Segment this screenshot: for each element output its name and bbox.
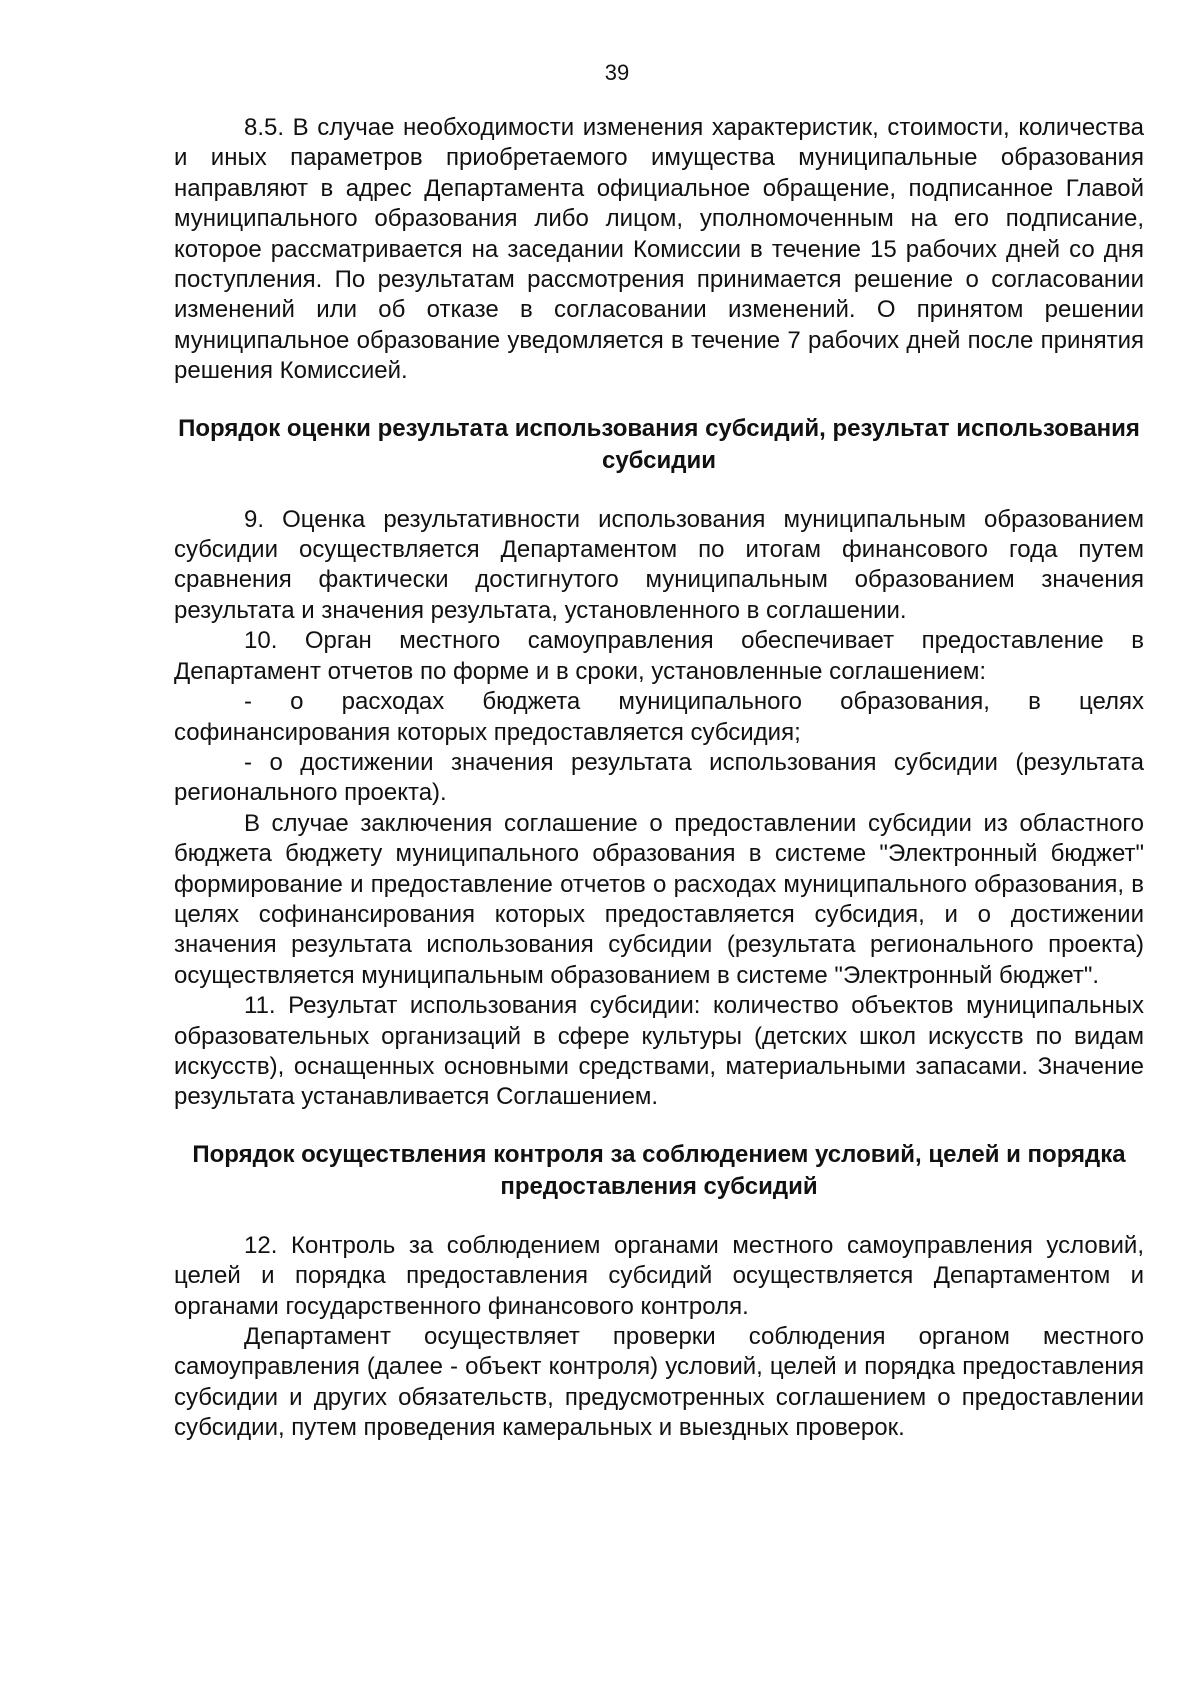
paragraph-10-bullet-2: - о достижении значения результата использования субсидии (результата регионального проекта).	[174, 748, 1144, 807]
section-heading-evaluation: Порядок оценки результата использования субсидий, результат использования субсидии	[178, 414, 1140, 474]
paragraph-11: 11. Результат использования субсидии: количество объектов муниципальных образовательных организаций в сфере культуры (детских школ искусств по видам искусств), оснащенных основными средствами, материальными запасами. Значение результата устанавливается Соглашением.	[174, 992, 1144, 1111]
paragraph-12-inspections: Департамент осуществляет проверки соблюдения органом местного самоуправления (далее - объект контроля) условий, целей и порядка предоставления субсидии и других обязательств, предусмотренных соглашением о предоставлении субсидии, путем проведения камеральных и выездных проверок.	[174, 1323, 1144, 1442]
document-body	[174, 113, 1144, 1444]
page-number: 39	[604, 60, 630, 85]
spacer	[174, 477, 1144, 505]
paragraph-10-bullet-1: - о расходах бюджета муниципального образования, в целях софинансирования которых предоставляется субсидия;	[174, 688, 1144, 746]
spacer	[174, 1113, 1144, 1139]
spacer	[174, 1203, 1144, 1231]
paragraph-10: 10. Орган местного самоуправления обеспечивает предоставление в Департамент отчетов по форме и в сроки, установленные соглашением:	[174, 627, 1144, 685]
paragraph-12: 12. Контроль за соблюдением органами местного самоуправления условий, целей и порядка предоставления субсидий осуществляется Департаментом и органами государственного финансового контроля.	[174, 1231, 1144, 1320]
paragraph-8-5: 8.5. В случае необходимости изменения характеристик, стоимости, количества и иных параметров приобретаемого имущества муниципальные образования направляют в адрес Департамента официальное обращение, подписанное Главой муниципального образования либо лицом, уполномоченным на его подписание, которое рассматривается на заседании Комиссии в течение 15 рабочих дней со дня поступления. По результатам рассмотрения принимается решение о согласовании изменений или об отказе в согласовании изменений. О принятом решении муниципальное образование уведомляется в течение 7 рабочих дней после принятия решения Комиссией.	[174, 114, 1144, 385]
section-heading-control: Порядок осуществления контроля за соблюдением условий, целей и порядка предоставления субсидий	[192, 1140, 1126, 1200]
spacer	[174, 387, 1144, 413]
paragraph-9: 9. Оценка результативности использования муниципальным образованием субсидии осуществляется Департаментом по итогам финансового года путем сравнения фактически достигнутого муниципальным образованием значения результата и значения результата, установленного в соглашении.	[174, 505, 1144, 624]
paragraph-10-electronic-budget: В случае заключения соглашение о предоставлении субсидии из областного бюджета бюджету муниципального образования в системе "Электронный бюджет" формирование и предоставление отчетов о расходах муниципального образования, в целях софинансирования которых предоставляется субсидия, и о достижении значения результата использования субсидии (результата регионального проекта) осуществляется муниципальным образованием в системе "Электронный бюджет".	[174, 809, 1144, 989]
